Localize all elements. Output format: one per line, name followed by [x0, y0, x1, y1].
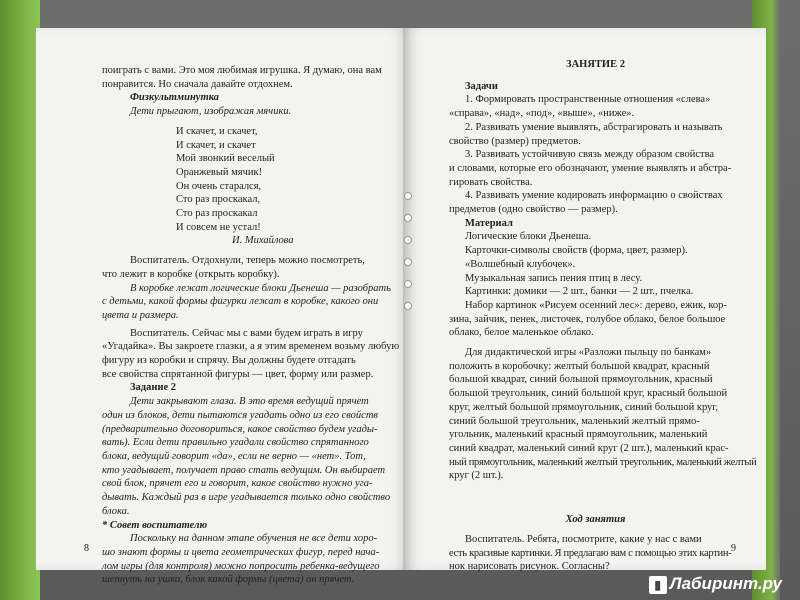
- text-line: блока.: [102, 505, 130, 517]
- text-line: положить в коробочку: желтый большой квадрат, красный: [449, 360, 710, 372]
- text-line: нок нарисовать рисунок. Согласны?: [449, 561, 610, 573]
- text-line: Логические блоки Дьенеша.: [465, 231, 592, 243]
- poem-line: И совсем не устал!: [176, 221, 261, 233]
- text-line: шо знают формы и цвета геометрических фигур, перед нача-: [102, 546, 380, 558]
- text-line: «справа», «над», «под», «выше», «ниже».: [449, 108, 635, 120]
- text-line: свойство (размер) предметов.: [449, 135, 581, 147]
- text-line: Поскольку на данном этапе обучения не все дети хоро-: [130, 533, 378, 545]
- text-line: шепнуть на ушко, блок какой формы (цвета) он прячет.: [102, 574, 355, 586]
- text-line: Набор картинок «Рисуем осенний лес»: дерево, ежик, кор-: [465, 299, 727, 311]
- text-line: свой блок, прячет его и говорит, какое свойство нужно уга-: [102, 478, 373, 490]
- text-line: 3. Развивать устойчивую связь между образом свойства: [465, 149, 715, 161]
- poem-line: Сто раз проскакал: [176, 208, 258, 220]
- text-line: зина, зайчик, пенек, листочек, голубое облако, белое большое: [449, 313, 726, 325]
- text-line: один из блоков, дети пытаются угадать одно из его свойств: [102, 409, 378, 421]
- section-heading: Материал: [465, 217, 513, 229]
- text-line: дывать. Каждый раз в игре угадывается только одно свойство: [102, 492, 391, 504]
- text-line: понравится. Но сначала давайте отдохнем.: [102, 78, 293, 90]
- text-line: Дети закрывают глаза. В это время ведущий прячет: [130, 396, 369, 408]
- section-heading: Физкультминутка: [130, 92, 219, 104]
- text-line: синий большой треугольник, маленький желтый прямо-: [449, 415, 700, 427]
- advice-heading: * Совет воспитателю: [102, 519, 208, 531]
- book-cover-left: [0, 0, 40, 600]
- binding-hole: [404, 236, 412, 244]
- text-line: с детьми, какой формы фигурки лежат в коробке, какого они: [102, 296, 379, 308]
- text-line: большой треугольник, синий большой круг, красный большой: [449, 388, 728, 400]
- section-heading: Ход занятия: [565, 514, 626, 526]
- watermark: [649, 574, 782, 594]
- text-line: 2. Развивать умение выявлять, абстрагировать и называть: [465, 121, 723, 133]
- text-line: Воспитатель. Ребята, посмотрите, какие у нас с вами: [465, 533, 702, 545]
- text-line: круг (2 шт.).: [449, 470, 504, 482]
- right-page: [403, 28, 766, 573]
- text-line: Карточки-символы свойств (форма, цвет, размер).: [465, 245, 688, 257]
- binding-hole: [404, 192, 412, 200]
- watermark-text: Лабиринт.ру: [669, 574, 782, 593]
- text-line: круг, желтый большой прямоугольник, синий большой круг,: [449, 401, 719, 413]
- text-line: вать). Если дети правильно угадали свойство спрятанного: [102, 437, 369, 449]
- left-page: [36, 28, 408, 586]
- text-line: что лежит в коробке (открыть коробку).: [102, 268, 280, 280]
- lesson-title: ЗАНЯТИЕ 2: [566, 59, 625, 70]
- text-line: 1. Формировать пространственные отношения «слева»: [465, 94, 711, 106]
- text-line: Музыкальная запись пения птиц в лесу.: [465, 272, 643, 284]
- page-number: 8: [84, 543, 89, 555]
- text-line: ный прямоугольник, маленький желтый треугольник, маленький желтый: [449, 456, 757, 468]
- text-line: «Волшебный клубочек».: [465, 258, 576, 270]
- text-line: фигуру из коробки и спрячу. Вы должны будете отгадать: [102, 355, 356, 367]
- binding-hole: [404, 302, 412, 310]
- text-line: Для дидактической игры «Разложи пыльцу по банкам»: [465, 347, 712, 359]
- text-line: поиграть с вами. Это моя любимая игрушка. Я думаю, она вам: [102, 65, 382, 76]
- text-line: цвета и размера.: [102, 309, 179, 321]
- text-line: предметов (одно свойство — размер).: [449, 204, 618, 216]
- text-line: есть красивые картинки. Я предлагаю вам с помощью этих картин-: [449, 547, 732, 559]
- text-line: Дети прыгают, изображая мячики.: [130, 106, 292, 118]
- text-line: (предварительно договориться, какое свойство будем угады-: [102, 423, 378, 435]
- poem-line: Он очень старался,: [176, 180, 262, 192]
- page-number: 9: [731, 543, 736, 555]
- text-line: кто угадывает, получает право стать ведущим. Он выбирает: [102, 464, 386, 476]
- poem-line: Сто раз проскакал,: [176, 194, 261, 206]
- text-line: 4. Развивать умение кодировать информацию о свойствах: [465, 190, 723, 202]
- poem-line: Мой звонкий веселый: [176, 153, 275, 165]
- text-line: большой квадрат, синий большой прямоугольник, красный: [449, 374, 713, 386]
- poem-line: И скачет, и скачет,: [176, 125, 258, 137]
- text-line: гировать свойства.: [449, 176, 533, 188]
- poem-line: Оранжевый мячик!: [176, 166, 263, 178]
- binding-hole: [404, 280, 412, 288]
- text-line: «Угадайка». Вы закроете глазки, а я этим временем возьму любую: [102, 341, 400, 353]
- text-line: Воспитатель. Отдохнули, теперь можно посмотреть,: [130, 255, 365, 267]
- text-line: угольник, маленький красный прямоугольник, маленький: [449, 429, 708, 441]
- text-line: В коробке лежат логические блоки Дьенеша — разобрать: [130, 282, 391, 294]
- text-line: лом игры (для контроля) можно попросить ребенка-ведущего: [102, 560, 380, 572]
- text-line: все свойства спрятанной фигуры — цвет, форму или размер.: [102, 368, 374, 380]
- section-heading: Задачи: [465, 80, 498, 92]
- poem-author: И. Михайлова: [232, 235, 294, 247]
- text-line: синий квадрат, маленький синий круг (2 шт.), маленький крас-: [449, 442, 729, 454]
- text-line: блока, ведущий говорит «да», если не верно — «нет». Тот,: [102, 450, 366, 462]
- binding-hole: [404, 214, 412, 222]
- text-line: облако, белое маленькое облако.: [449, 327, 594, 339]
- text-line: и словами, которые его обозначают, умение выявлять и абстра-: [449, 162, 732, 174]
- task-heading: Задание 2: [130, 382, 176, 394]
- book-icon: ▮: [649, 576, 667, 594]
- text-line: Картинки: домики — 2 шт., банки — 2 шт., пчелка.: [465, 286, 694, 298]
- poem-line: И скачет, и скачет: [176, 139, 256, 151]
- text-line: Воспитатель. Сейчас мы с вами будем играть в игру: [130, 327, 363, 339]
- binding-hole: [404, 258, 412, 266]
